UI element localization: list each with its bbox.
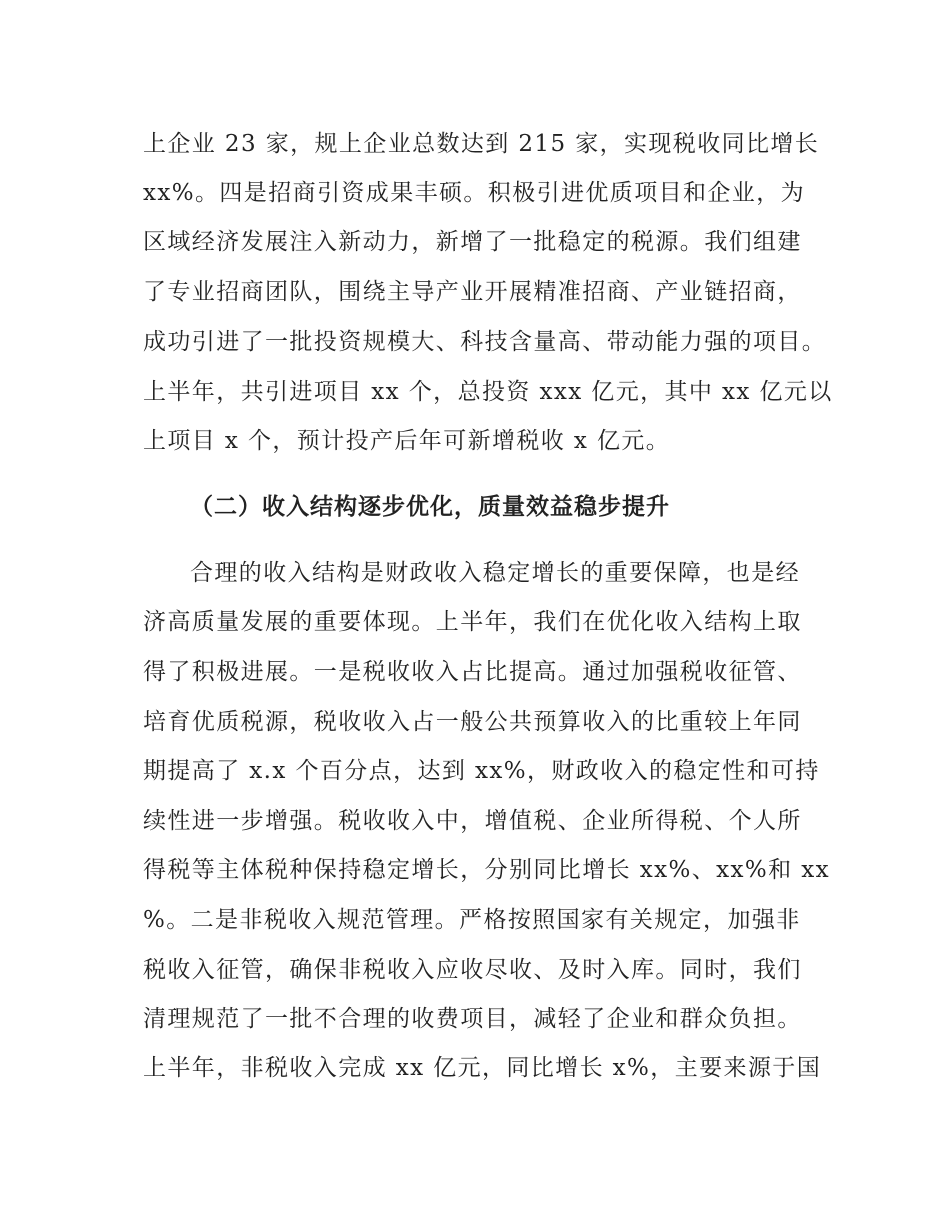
paragraph-2-line: 合理的收入结构是财政收入稳定增长的重要保障，也是经	[190, 560, 800, 586]
paragraph-2-line: 期提高了 x.x 个百分点，达到 xx%，财政收入的稳定性和可持	[143, 758, 820, 784]
paragraph-2-line: 得了积极进展。一是税收收入占比提高。通过加强税收征管、	[143, 659, 802, 685]
paragraph-2-line: 济高质量发展的重要体现。上半年，我们在优化收入结构上取	[143, 609, 802, 635]
paragraph-2-line: 培育优质税源，税收收入占一般公共预算收入的比重较上年同	[143, 709, 802, 735]
section-heading: （二）收入结构逐步优化，质量效益稳步提升	[190, 494, 670, 520]
paragraph-1-line: 成功引进了一批投资规模大、科技含量高、带动能力强的项目。	[143, 329, 827, 355]
paragraph-1-line: 上项目 x 个，预计投产后年可新增税收 x 亿元。	[143, 428, 671, 454]
paragraph-1-line: 上企业 23 家，规上企业总数达到 215 家，实现税收同比增长	[143, 131, 820, 157]
paragraph-2-line: 上半年，非税收入完成 xx 亿元，同比增长 x%，主要来源于国	[143, 1055, 822, 1081]
paragraph-1-line: 上半年，共引进项目 xx 个，总投资 xxx 亿元，其中 xx 亿元以	[143, 379, 833, 405]
paragraph-1-line: xx%。四是招商引资成果丰硕。积极引进优质项目和企业，为	[143, 180, 805, 206]
paragraph-1-line: 区域经济发展注入新动力，新增了一批稳定的税源。我们组建	[143, 229, 802, 255]
paragraph-2-line: %。二是非税收入规范管理。严格按照国家有关规定，加强非	[143, 907, 801, 933]
paragraph-2-line: 税收入征管，确保非税收入应收尽收、及时入库。同时，我们	[143, 957, 802, 983]
paragraph-2-line: 续性进一步增强。税收收入中，增值税、企业所得税、个人所	[143, 808, 802, 834]
paragraph-2-line: 得税等主体税种保持稳定增长，分别同比增长 xx%、xx%和 xx	[143, 857, 830, 883]
paragraph-2-line: 清理规范了一批不合理的收费项目，减轻了企业和群众负担。	[143, 1006, 802, 1032]
paragraph-1-line: 了专业招商团队，围绕主导产业开展精准招商、产业链招商，	[143, 279, 802, 305]
